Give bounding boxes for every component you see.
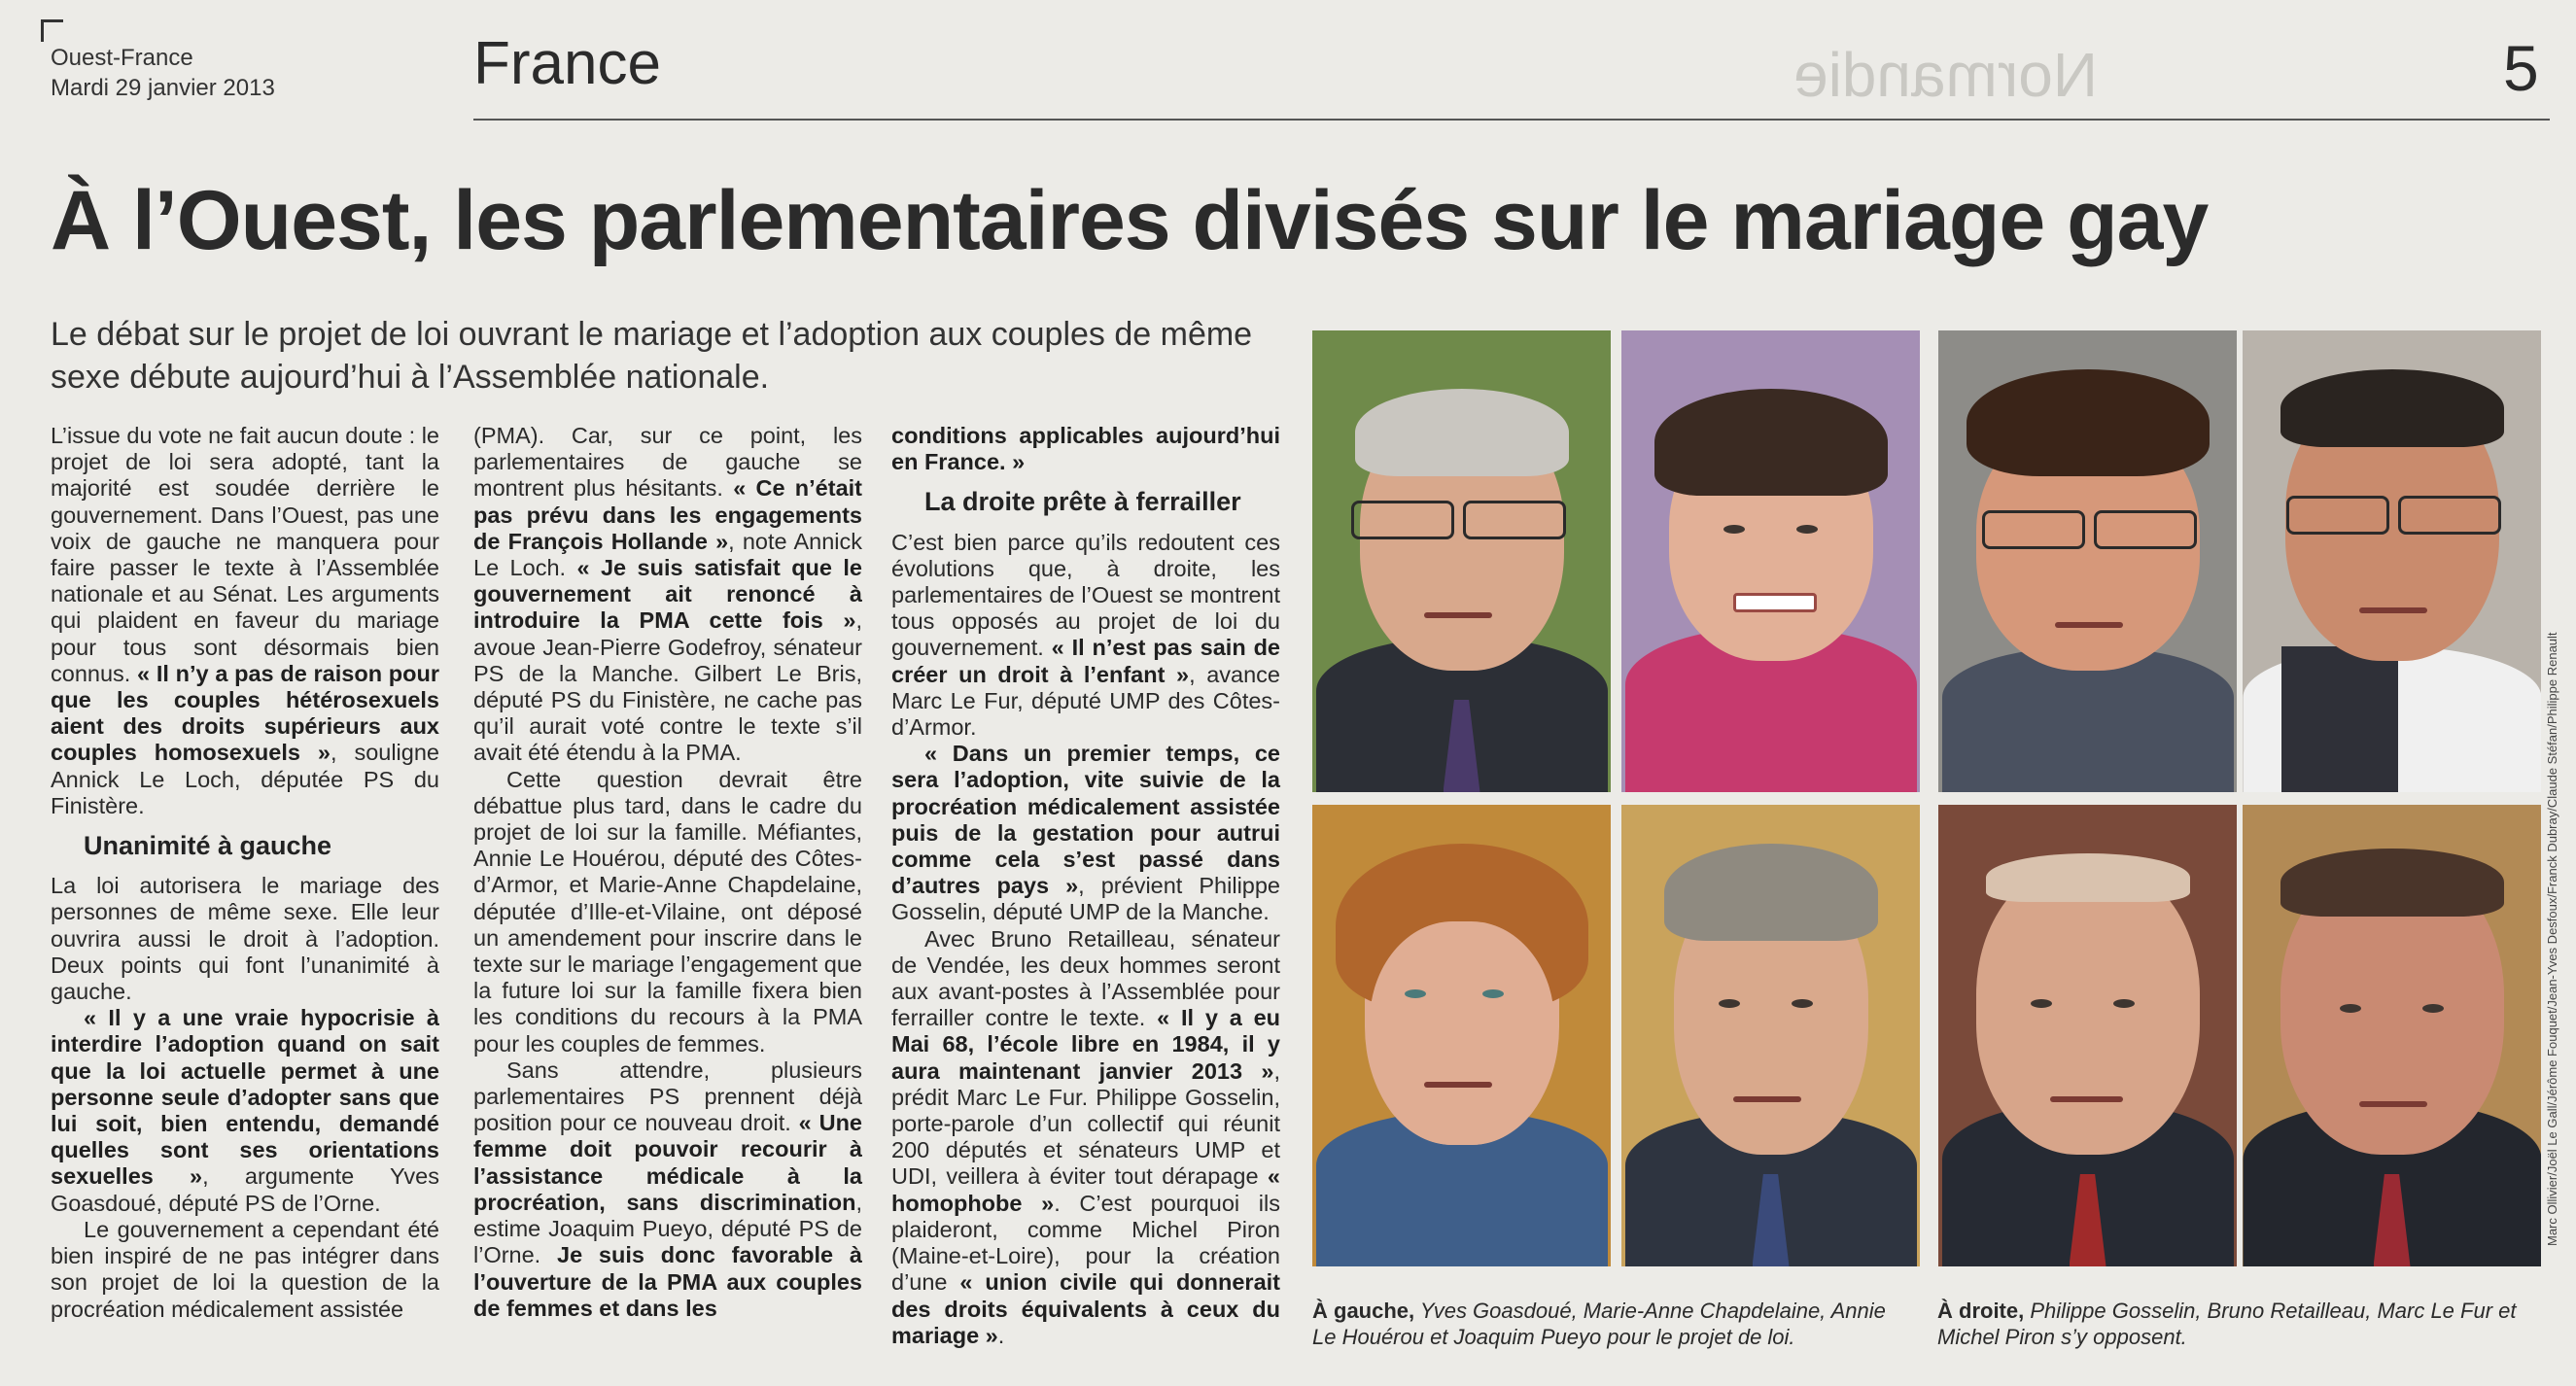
standfirst: Le débat sur le projet de loi ouvrant le mariage et l’adoption aux couples de même sexe débute aujourd’hui à l’Assemblée nationale. <box>51 316 1253 396</box>
portrait-marie-anne-chapdelaine <box>1621 330 1920 792</box>
subheading-unanimite: Unanimité à gauche <box>84 831 332 861</box>
portrait-philippe-gosselin <box>1938 330 2237 792</box>
paper-name: Ouest-France <box>51 45 193 71</box>
header-rule <box>473 119 2550 121</box>
portrait-marc-le-fur <box>1938 805 2237 1266</box>
portrait-annie-le-houerou <box>1312 805 1611 1266</box>
paragraph: C’est bien parce qu’ils redoutent ces évolutions que, à droite, les parlementaires de l’Ouest se montrent tous opposés au projet de loi du gouvernement. « Il n’est pas sain de créer un droit à l’enfant », avance Marc Le Fur, député UMP des Côtes-d’Armor. <box>891 529 1280 741</box>
article-column-3 <box>891 423 1280 1349</box>
portrait-yves-goasdoue <box>1312 330 1611 792</box>
article-column-2 <box>473 423 862 1322</box>
paragraph: Sans attendre, plusieurs parlementaires PS prennent déjà position pour ce nouveau droit. « Une femme doit pouvoir recourir à l’assistance médicale à la procréation, sans discrimination, estime Joaquim Pueyo, député PS de l’Orne. Je suis donc favorable à l’ouverture de la PMA aux couples de femmes et dans les <box>473 1057 862 1321</box>
show-through-text: Normandie <box>1793 40 2099 110</box>
paragraph: Le gouvernement a cependant été bien inspiré de ne pas intégrer dans son projet de loi la question de la procréation médicalement assistée <box>51 1216 439 1322</box>
paragraph: « Il y a une vraie hypocrisie à interdire l’adoption quand on sait que la loi actuelle permet à une personne seule d’adopter sans que lui soit, bien entendu, demandé quelles sont ses orientations sexuelles », argumente Yves Goasdoué, député PS de l’Orne. <box>51 1005 439 1216</box>
photo-credit: Marc Ollivier/Joël Le Gall/Jérôme Fouquet/Jean-Yves Desfoux/Franck Dubray/Claude Stéfan/Philippe Renault <box>2545 632 2559 1246</box>
paragraph: (PMA). Car, sur ce point, les parlementaires de gauche se montrent plus hésitants. « Ce n’était pas prévu dans les engagements de François Hollande », note Annick Le Loch. « Je suis satisfait que le gouvernement ait renoncé à introduire la PMA cette fois », avoue Jean-Pierre Godefroy, sénateur PS de la Manche. Gilbert Le Bris, député PS du Finistère, ne cache pas qu’il aurait voté contre le texte s’il avait été étendu à la PMA. <box>473 423 862 766</box>
paragraph: L’issue du vote ne fait aucun doute : le projet de loi sera adopté, tant la majorité est soudée derrière le gouvernement. Dans l’Ouest, pas une voix de gauche ne manquera pour faire passer le texte à l’Assemblée nationale et au Sénat. Les arguments qui plaident en faveur du mariage pour tous sont désormais bien connus. « Il n’y a pas de raison pour que les couples hétérosexuels aient des droits supérieurs aux couples homosexuels », souligne Annick Le Loch, députée PS du Finistère. <box>51 423 439 818</box>
paragraph: « Dans un premier temps, ce sera l’adoption, vite suivie de la procréation médicalement assistée puis de la gestation pour autrui comme cela s’est passé dans d’autres pays », prévient Philippe Gosselin, député UMP de la Manche. <box>891 741 1281 925</box>
paragraph: Cette question devrait être débattue plus tard, dans le cadre du projet de loi sur la famille. Méfiantes, Annie Le Houérou, député des Côtes-d’Armor, et Marie-Anne Chapdelaine, députée d’Ille-et-Vilaine, ont déposé un amendement pour inscrire dans le texte sur le mariage l’engagement que la future loi sur la famille fixera bien les conditions du recours à la PMA pour les couples de femmes. <box>473 766 862 1057</box>
issue-date: Mardi 29 janvier 2013 <box>51 75 275 101</box>
headline: À l’Ouest, les parlementaires divisés sur le mariage gay <box>51 174 2209 267</box>
article-column-1 <box>51 423 439 1323</box>
portrait-bruno-retailleau <box>2243 330 2541 792</box>
crop-mark <box>41 19 63 42</box>
portrait-grid <box>1312 330 2541 1288</box>
masthead <box>51 43 275 103</box>
portrait-michel-piron <box>2243 805 2541 1266</box>
paragraph: Avec Bruno Retailleau, sénateur de Vendée, les deux hommes seront aux avant-postes à l’Assemblée pour ferrailler contre le texte. « Il y a eu Mai 68, l’école libre en 1984, il y aura maintenant janvier 2013 », prédit Marc Le Fur. Philippe Gosselin, porte-parole d’un collectif qui réunit 200 députés et sénateurs UMP et UDI, veillera à éviter tout dérapage « homophobe ». C’est pourquoi ils plaideront, comme Michel Piron (Maine-et-Loire), pour la création d’une « union civile qui donnerait des droits équivalents à ceux du mariage ». <box>891 925 1281 1348</box>
caption-left: À gauche, Yves Goasdoué, Marie-Anne Chapdelaine, Annie Le Houérou et Joaquim Pueyo pour le projet de loi. <box>1312 1299 1886 1349</box>
caption-right: À droite, Philippe Gosselin, Bruno Retailleau, Marc Le Fur et Michel Piron s’y opposent. <box>1937 1299 2517 1349</box>
subheading-droite: La droite prête à ferrailler <box>924 487 1241 517</box>
paragraph: conditions applicables aujourd’hui en France. » <box>891 423 1280 475</box>
page-number: 5 <box>2503 32 2539 104</box>
paragraph: La loi autorisera le mariage des personnes de même sexe. Elle leur ouvrira aussi le droit à l’adoption. Deux points qui font l’unanimité à gauche. <box>51 873 439 1005</box>
section-title: France <box>473 30 661 97</box>
portrait-joaquim-pueyo <box>1621 805 1920 1266</box>
